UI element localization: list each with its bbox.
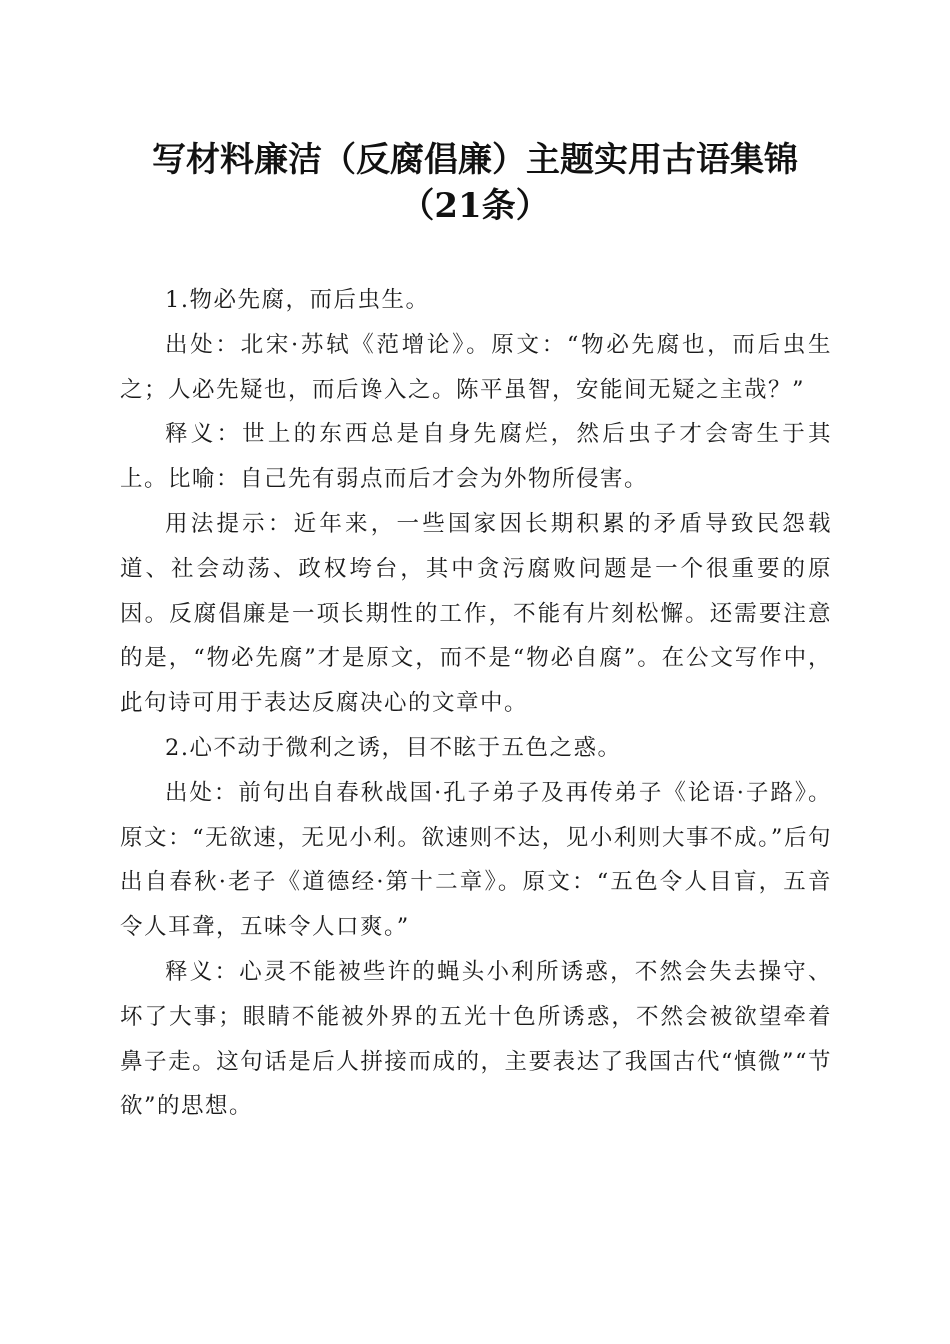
document-subtitle-count: （21条）	[400, 186, 550, 226]
quote-1-source: 出处：北宋·苏轼《范增论》。原文：“物必先腐也，而后虫生之；人必先疑也，而后谗入之。陈平虽智，安能间无疑之主哉？”	[120, 331, 832, 403]
quote-2-heading: 2.心不动于微利之诱，目不眩于五色之惑。	[165, 734, 622, 761]
quote-1-meaning: 释义：世上的东西总是自身先腐烂，然后虫子才会寄生于其上。比喻：自己先有弱点而后才会为外物所侵害。	[120, 421, 832, 493]
document-title: 写材料廉洁（反腐倡廉）主题实用古语集锦	[152, 140, 798, 180]
quote-1-usage-tip: 用法提示：近年来，一些国家因长期积累的矛盾导致民怨载道、社会动荡、政权垮台，其中贪污腐败问题是一个很重要的原因。反腐倡廉是一项长期性的工作，不能有片刻松懈。还需要注意的是，“物必先腐”才是原文，而不是“物必自腐”。在公文写作中，此句诗可用于表达反腐决心的文章中。	[120, 510, 832, 717]
quote-2-source: 出处：前句出自春秋战国·孔子弟子及再传弟子《论语·子路》。原文：“无欲速，无见小利。欲速则不达，见小利则大事不成。”后句出自春秋·老子《道德经·第十二章》。原文：“五色令人目盲，五音令人耳聋，五味令人口爽。”	[120, 779, 832, 941]
quote-1-heading: 1.物必先腐，而后虫生。	[165, 287, 430, 313]
document-body	[120, 278, 832, 1129]
quote-2-meaning: 释义：心灵不能被些许的蝇头小利所诱惑，不然会失去操守、坏了大事；眼睛不能被外界的五光十色所诱惑，不然会被欲望牵着鼻子走。这句话是后人拼接而成的，主要表达了我国古代“慎微”“节欲”的思想。	[120, 958, 832, 1120]
